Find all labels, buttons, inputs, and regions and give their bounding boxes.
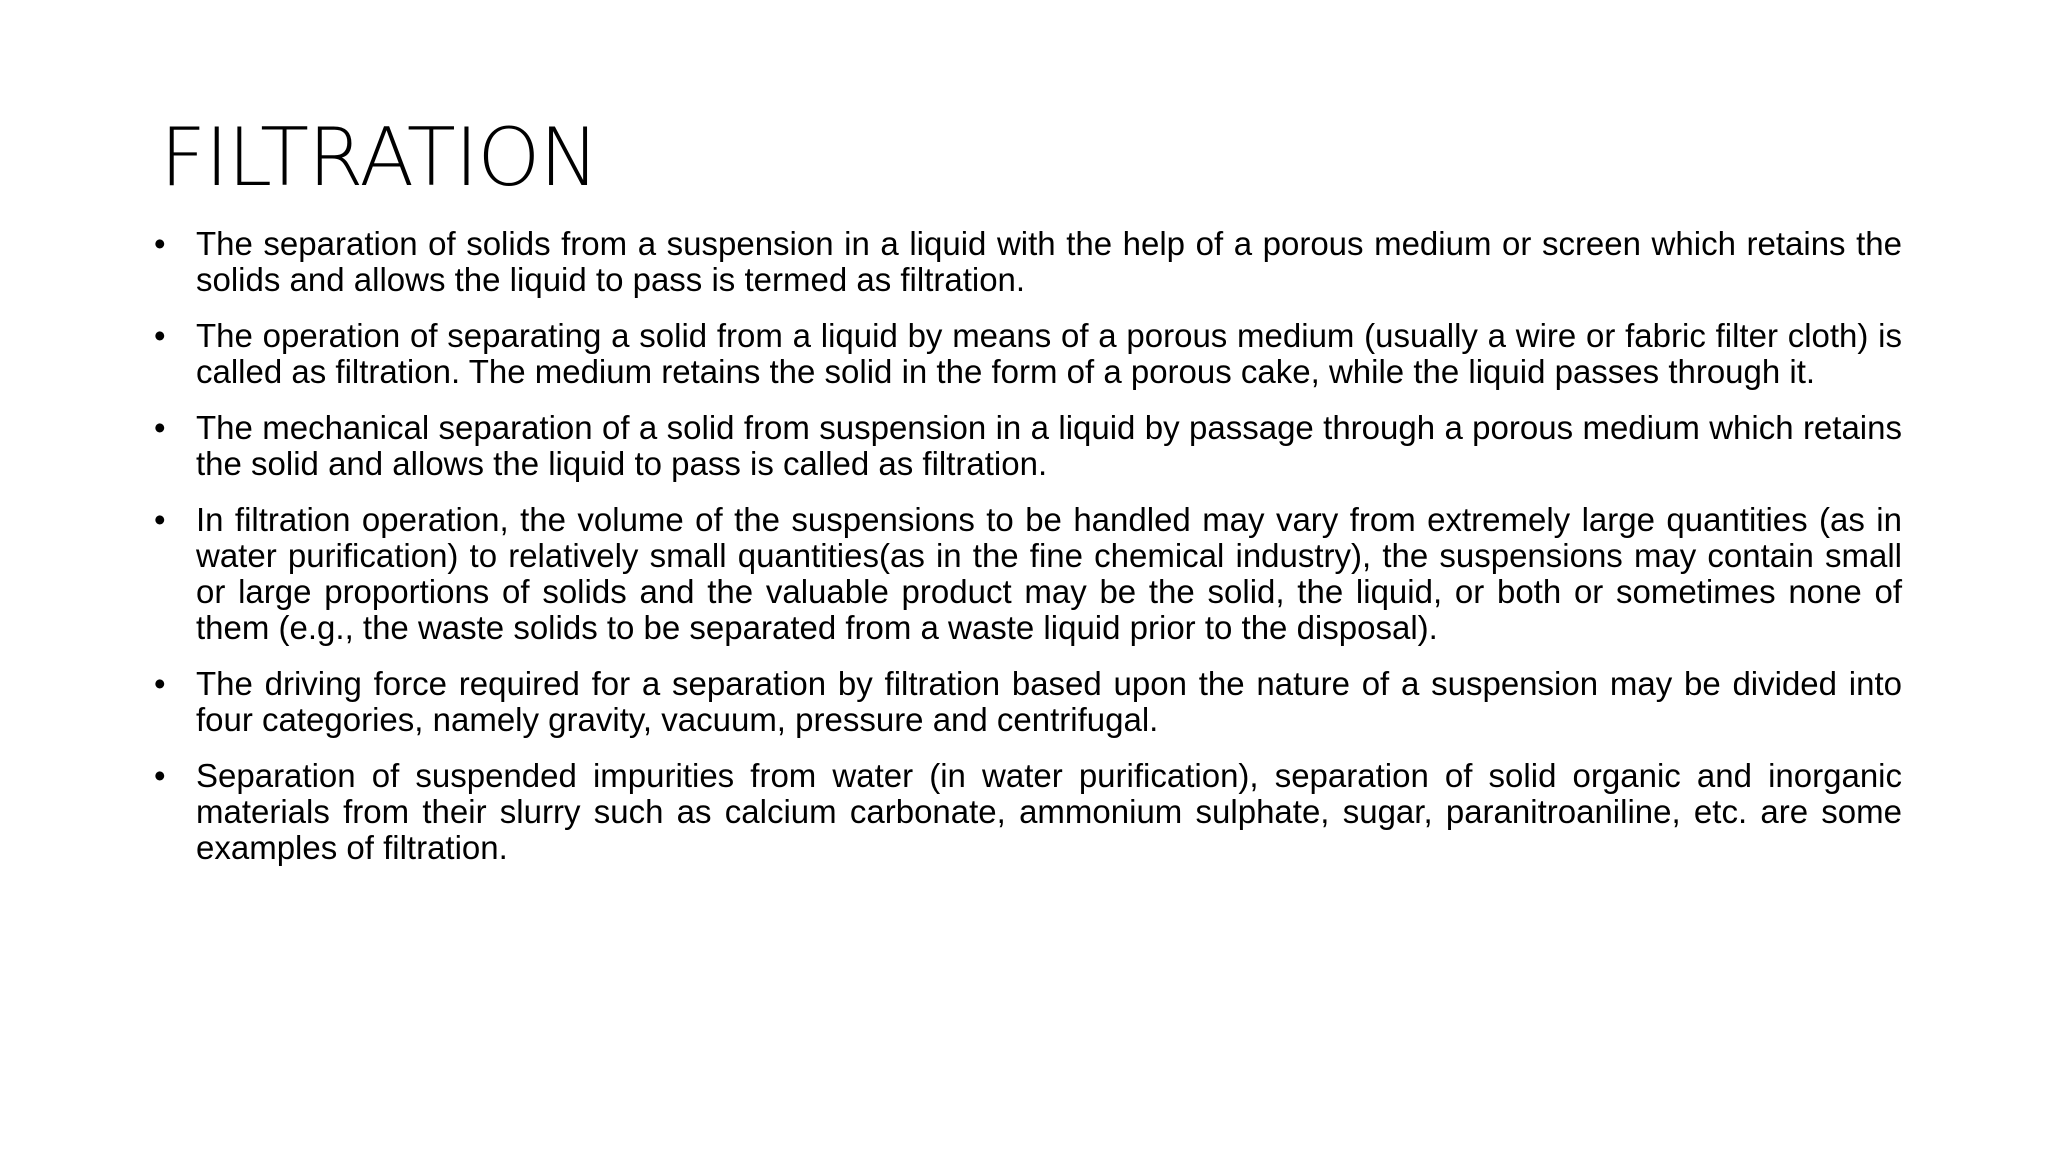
- bullet-item: [150, 502, 1902, 646]
- bullet-item: [150, 410, 1902, 482]
- bullet-text: Separation of suspended impurities from water (in water purification), separation of solid organic and inorganic materials from their slurry such as calcium carbonate, ammonium sulphate, sugar, paranitroaniline, etc. are some examples of filtration.: [196, 757, 1902, 866]
- bullet-icon: •: [154, 225, 166, 262]
- bullet-item: [150, 318, 1902, 390]
- bullet-icon: •: [154, 317, 166, 354]
- bullet-icon: •: [154, 501, 166, 538]
- bullet-icon: •: [154, 409, 166, 446]
- bullet-text: The operation of separating a solid from a liquid by means of a porous medium (usually a wire or fabric filter cloth) is called as filtration. The medium retains the solid in the form of a porous cake, while the liquid passes through it.: [196, 317, 1902, 390]
- bullet-icon: •: [154, 665, 166, 702]
- bullet-text: The driving force required for a separation by filtration based upon the nature of a suspension may be divided into four categories, namely gravity, vacuum, pressure and centrifugal.: [196, 665, 1902, 738]
- bullet-item: [150, 666, 1902, 738]
- bullet-icon: •: [154, 757, 166, 794]
- bullet-list: [150, 226, 1902, 886]
- slide-title: FILTRATION: [160, 111, 599, 204]
- bullet-item: [150, 226, 1902, 298]
- bullet-text: The separation of solids from a suspension in a liquid with the help of a porous medium or screen which retains the solids and allows the liquid to pass is termed as filtration.: [196, 225, 1902, 298]
- bullet-item: [150, 758, 1902, 866]
- bullet-text: In filtration operation, the volume of the suspensions to be handled may vary from extremely large quantities (as in water purification) to relatively small quantities(as in the fine chemical industry), the suspensions may contain small or large proportions of solids and the valuable product may be the solid, the liquid, or both or sometimes none of them (e.g., the waste solids to be separated from a waste liquid prior to the disposal).: [196, 501, 1902, 646]
- bullet-text: The mechanical separation of a solid from suspension in a liquid by passage through a porous medium which retains the solid and allows the liquid to pass is called as filtration.: [196, 409, 1902, 482]
